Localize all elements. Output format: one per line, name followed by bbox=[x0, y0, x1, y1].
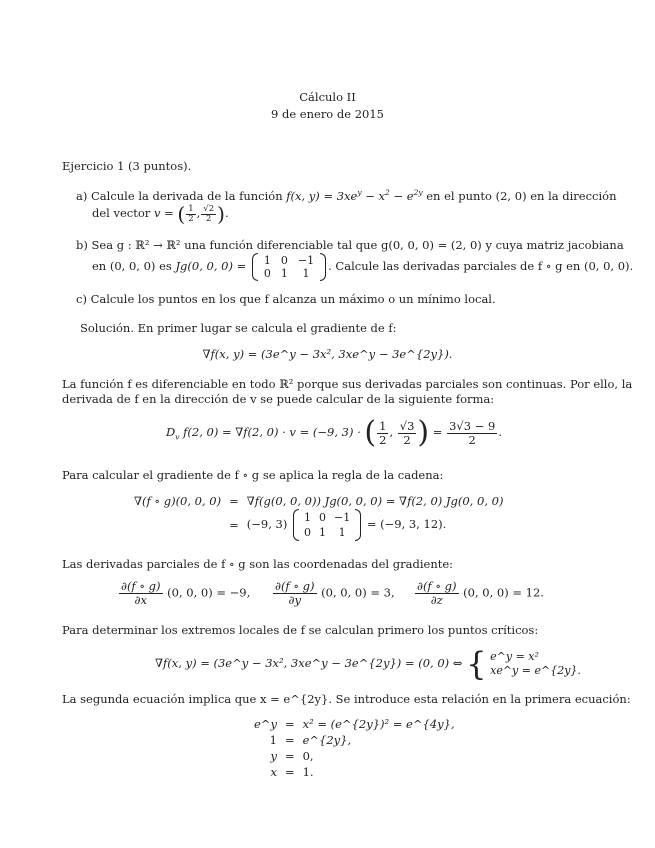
paragraph-5: La segunda ecuación implica que x = e^{2y}. Se introduce esta relación en la primera ecuación: bbox=[62, 692, 631, 706]
part-b-line2 bbox=[92, 254, 633, 280]
system-brace: { bbox=[466, 645, 487, 683]
dir-result-frac: $\frac{3√3 - 9}{2}$ bbox=[449, 418, 496, 447]
chain-rhs-1: ∇f(g(0, 0, 0)) Jg(0, 0, 0) = ∇f(2, 0) Jg(0, 0, 0) bbox=[246, 494, 504, 508]
partial-y: $\frac{\partial(f \circ g)}{\partial y}$ (0, 0, 0) = 3, bbox=[275, 579, 395, 607]
document-title bbox=[0, 90, 655, 104]
part-c-text: Calcule los puntos en los que f alcanza un máximo o un mínimo local. bbox=[90, 292, 496, 306]
final-row: y = 0, bbox=[270, 749, 314, 763]
part-b-text: Sea g : ℝ² → ℝ² una función diferenciable tal que g(0, 0, 0) = (2, 0) y cuya matriz jacobiana bbox=[91, 238, 624, 252]
paragraph-3: Las derivadas parciales de f ∘ g son las coordenadas del gradiente: bbox=[62, 557, 454, 571]
chain-lhs: ∇(f ∘ g)(0, 0, 0) bbox=[134, 494, 222, 508]
part-a-vector-text: del vector bbox=[92, 206, 151, 220]
final-row: x = 1. bbox=[270, 765, 314, 779]
document-date bbox=[0, 107, 655, 121]
frac-sqrt2: $\frac{√2}{2}$ bbox=[203, 203, 215, 224]
paragraph-2: Para calcular el gradiente de f ∘ g se aplica la regla de la cadena: bbox=[62, 468, 444, 482]
solution-label: Solución. bbox=[80, 321, 134, 335]
chain-rule-block bbox=[130, 493, 507, 541]
part-b-post: . Calcule las derivadas parciales de f ∘ g en (0, 0, 0). bbox=[328, 259, 634, 273]
chain-eq-1: = bbox=[229, 494, 239, 508]
part-a-vector-var: v bbox=[153, 206, 161, 220]
close-paren: ) bbox=[217, 202, 225, 226]
dir-frac-half: $\frac{1}{2}$ bbox=[379, 418, 387, 447]
title-text: Cálculo II bbox=[299, 90, 356, 104]
part-a-eq: = bbox=[164, 206, 174, 220]
chain-rhs-2: (−9, 3) 1 0 −1 0 1 1 = (−9, 3, 12). bbox=[246, 511, 447, 539]
part-a-line2: del vector v = ( $\frac{1}{2}$ , $\frac{√2}{2}$ ). bbox=[92, 202, 229, 226]
frac-half: $\frac{1}{2}$ bbox=[188, 203, 194, 224]
part-a-label: a) bbox=[76, 188, 88, 203]
partial-z: $\frac{\partial(f \circ g)}{\partial z}$ (0, 0, 0) = 12. bbox=[417, 579, 544, 607]
jacobian-matrix-2: 1 0 −1 0 1 1 bbox=[293, 510, 361, 540]
date-text: 9 de enero de 2015 bbox=[271, 107, 384, 121]
final-row: 1 = e^{2y}, bbox=[269, 733, 352, 747]
part-b-label: b) bbox=[76, 238, 88, 252]
part-b-jacobian: Jg(0, 0, 0) = bbox=[175, 259, 247, 273]
final-equations bbox=[250, 716, 459, 780]
jacobian-matrix: 1 0 −1 0 1 1 bbox=[252, 254, 326, 280]
final-row: e^y = x² = (e^{2y})² = e^{4y}, bbox=[254, 717, 455, 731]
chain-eq-2: = bbox=[229, 518, 239, 532]
critical-points-eq: ∇f(x, y) = (3e^y − 3x², 3xe^y − 3e^{2y}) = (0, 0) ⇔ { e^y = x² xe^y = e^{2y}. bbox=[155, 645, 581, 683]
part-c bbox=[76, 292, 496, 306]
exercise-heading: Ejercicio 1 (3 puntos). bbox=[62, 159, 192, 173]
partial-x: $\frac{\partial(f \circ g)}{\partial x}$ (0, 0, 0) = −9, bbox=[121, 579, 251, 607]
paragraph-1-line1: La función f es diferenciable en todo ℝ² porque sus derivadas parciales son continuas. Por ello, la bbox=[62, 377, 633, 391]
open-paren: ( bbox=[177, 202, 186, 226]
equation-system: e^y = x² xe^y = e^{2y}. bbox=[490, 650, 581, 677]
part-b-pre: en (0, 0, 0) es bbox=[92, 259, 172, 273]
part-b-line1 bbox=[76, 238, 624, 252]
part-a-function: f(x, $y) = 3xe^y - x^2 - e^{2y}$ bbox=[286, 188, 423, 203]
directional-derivative-eq: $D_v$ f(2, 0) = ∇f(2, 0) · v = (−9, 3) · ( $\frac{1}{2}$ , $\frac{√3}{2}$ ) = $\frac{3√3 - 9}{2}$ . bbox=[166, 415, 502, 450]
paragraph-1-line2: derivada de f en la dirección de v se puede calcular de la siguiente forma: bbox=[62, 392, 495, 406]
solution-intro bbox=[80, 321, 397, 335]
dir-frac-sqrt3: $\frac{√3}{2}$ bbox=[399, 418, 415, 447]
part-a-line1 bbox=[76, 188, 617, 203]
paragraph-4: Para determinar los extremos locales de f se calculan primero los puntos críticos: bbox=[62, 623, 539, 637]
solution-intro-text: En primer lugar se calcula el gradiente de f: bbox=[137, 321, 397, 335]
gradient-equation: ∇f(x, y) = (3e^y − 3x², 3xe^y − 3e^{2y}). bbox=[202, 347, 453, 361]
part-a-text-pre: Calcule la derivada de la función bbox=[91, 188, 283, 203]
part-c-label: c) bbox=[76, 292, 87, 306]
part-a-text-post: en el punto (2, 0) en la dirección bbox=[426, 188, 617, 203]
